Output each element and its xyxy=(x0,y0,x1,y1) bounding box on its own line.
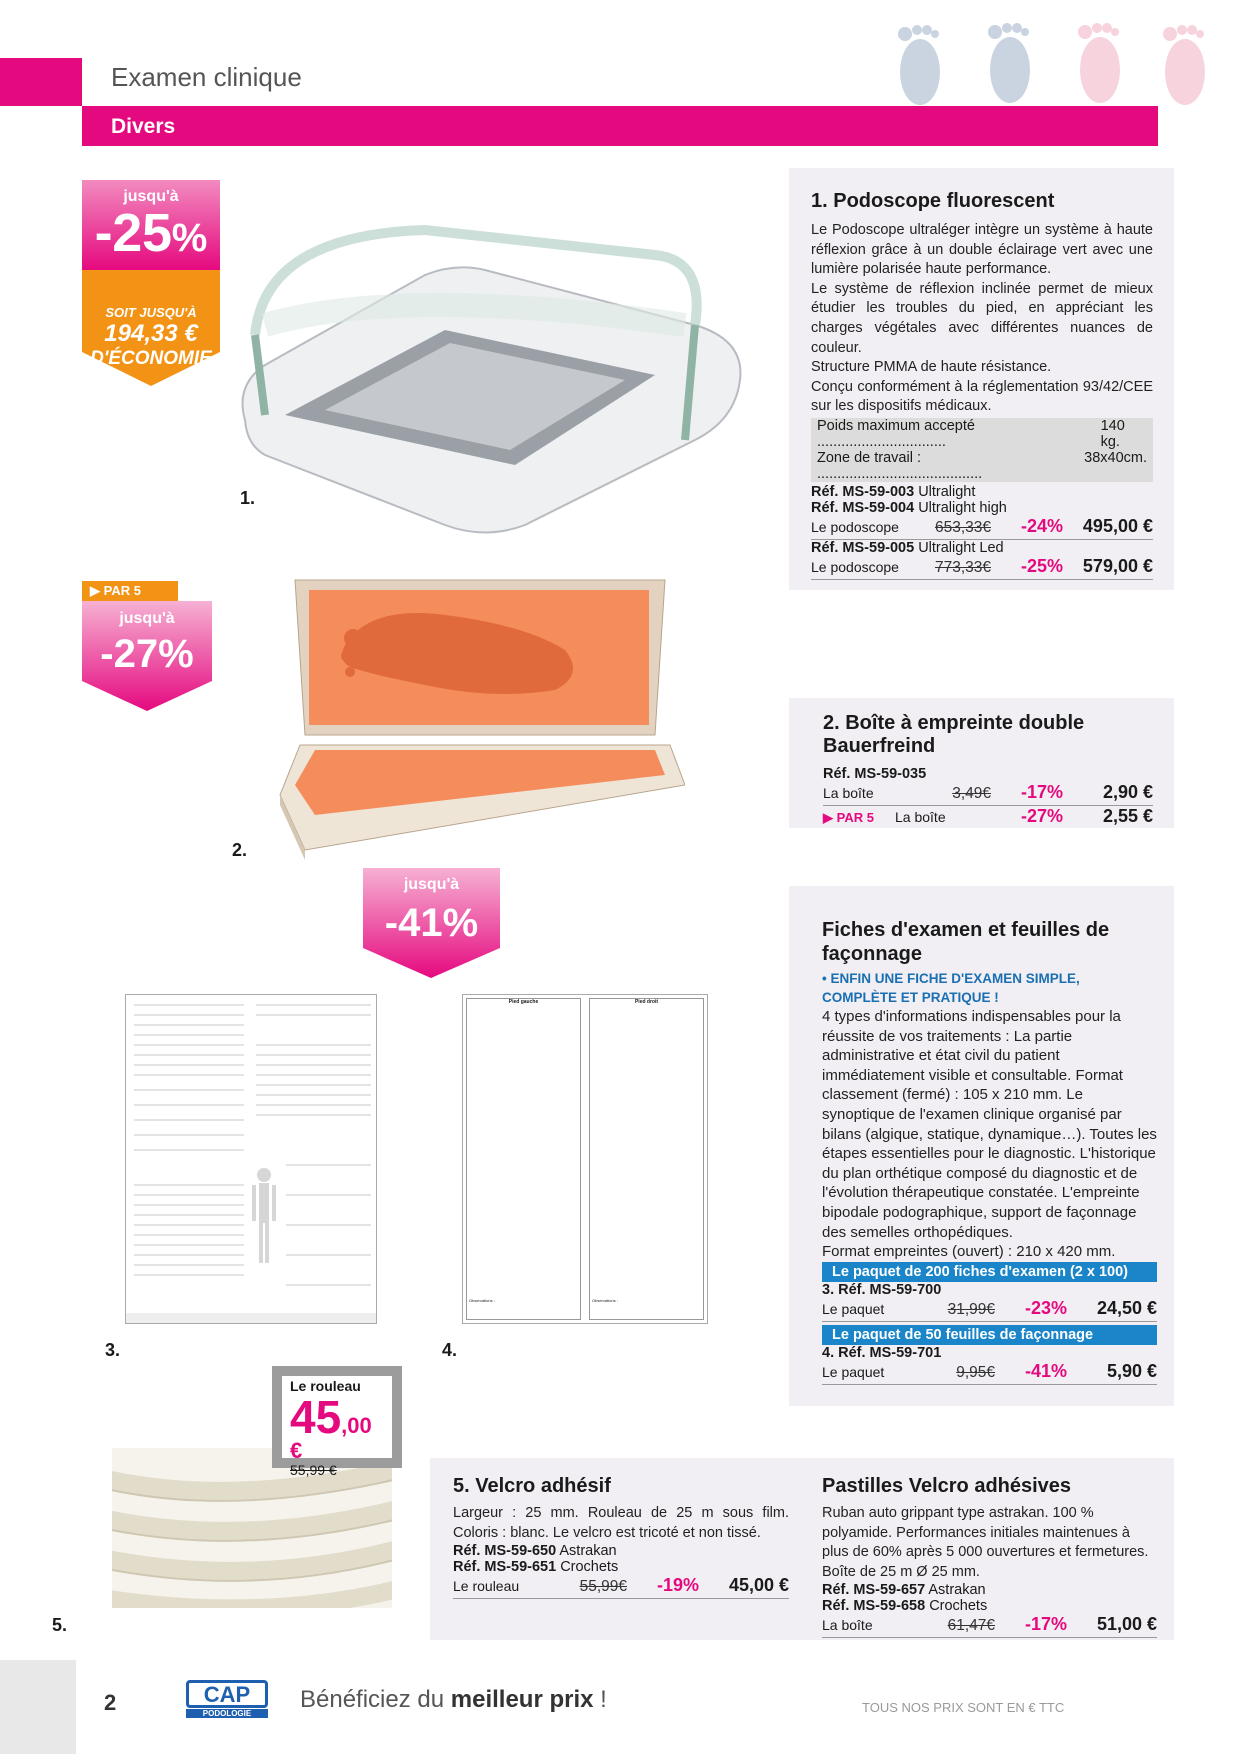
badge-upto: jusqu'à xyxy=(119,610,175,627)
left-foot-title: Pied gauche xyxy=(508,999,539,1005)
image-number-4: 4. xyxy=(442,1340,458,1360)
podoscope-image xyxy=(225,215,755,535)
category-bar xyxy=(82,106,1158,146)
price-row: La boîte 3,49€ -17% 2,90 € xyxy=(823,782,1153,806)
product-panel-podoscope xyxy=(789,168,1174,590)
footprints-decoration-icon xyxy=(865,10,1240,110)
badge-percent: -27% xyxy=(100,632,194,676)
badge-upto: jusqu'à xyxy=(403,876,460,893)
product-title: 2. Boîte à empreinte double Bauerfreind xyxy=(823,712,1085,757)
ref-line: Réf. MS-59-005 Ultralight Led xyxy=(811,539,1004,556)
product-desc-4: Conçu conformément à la réglementation 93/42/CEE sur les dispositifs médicaux. xyxy=(811,378,1153,415)
exam-sheet-lines xyxy=(126,995,376,1323)
right-foot-sheet xyxy=(589,998,704,1320)
pack-bar-200: Le paquet de 200 fiches d'examen (2 x 100) xyxy=(822,1262,1157,1282)
section-title: Examen clinique xyxy=(111,62,302,92)
ref-line: Réf. MS-59-657 Astrakan xyxy=(822,1582,986,1599)
header-pink-tab xyxy=(0,58,82,106)
par5-tag: ▶ PAR 5 xyxy=(82,581,178,601)
ref-line: Réf. MS-59-650 Astrakan xyxy=(453,1543,617,1560)
product-title-line-1: Fiches d'examen et feuilles de xyxy=(822,919,1110,941)
shaping-sheet-image xyxy=(462,994,708,1324)
discount-badge-3 xyxy=(363,876,500,944)
roll-price: 45,00 € xyxy=(290,1391,372,1463)
product-title: 1. Podoscope fluorescent xyxy=(811,190,1055,212)
savings-line3: D'ÉCONOMIE xyxy=(90,348,212,369)
price-row: Le paquet 31,99€ -23% 24,50 € xyxy=(822,1298,1157,1322)
exam-sheet-image xyxy=(125,994,377,1324)
product-title: 5. Velcro adhésif xyxy=(453,1475,611,1497)
product-title: Pastilles Velcro adhésives xyxy=(822,1475,1072,1497)
ref-line: 4. Réf. MS-59-701 xyxy=(822,1344,942,1361)
spec-row-weight: Poids maximum accepté ................................ 140 kg. xyxy=(811,418,1153,450)
discount-badge-1 xyxy=(82,180,220,270)
product-title-line-2: façonnage xyxy=(822,943,923,965)
image-number-5: 5. xyxy=(52,1615,68,1635)
footer-slogan: Bénéficiez du meilleur prix ! xyxy=(300,1686,607,1713)
logo-text: CAP xyxy=(186,1680,268,1708)
savings-line1: SOIT JUSQU'À xyxy=(105,305,197,320)
ref-line: Réf. MS-59-651 Crochets xyxy=(453,1559,619,1576)
product-panel-impression-box xyxy=(789,698,1174,828)
product-desc-3: Structure PMMA de haute résistance. xyxy=(811,359,1052,376)
savings-amount: 194,33 € xyxy=(104,320,198,347)
image-number-3: 3. xyxy=(105,1340,121,1360)
image-number-1: 1. xyxy=(240,488,256,508)
price-row: Le paquet 9,95€ -41% 5,90 € xyxy=(822,1361,1157,1385)
page-number: 2 xyxy=(104,1690,117,1715)
footer-ttc-note: TOUS NOS PRIX SONT EN € TTC xyxy=(862,1700,1065,1715)
roll-price-sticker xyxy=(272,1366,402,1478)
ref-line: Réf. MS-59-003 Ultralight xyxy=(811,483,976,500)
ref-line: Réf. MS-59-035 xyxy=(823,766,927,782)
product-desc: Ruban auto grippant type astrakan. 100 % polyamide. Performances initiales maintenues à plus de 60% après 5 000 ouvertures et fermetures. Boîte de 25 m Ø 25 mm. xyxy=(822,1505,1149,1580)
left-obs-label: Observations : xyxy=(469,1298,495,1303)
image-number-2: 2. xyxy=(232,840,248,860)
badge-upto: jusqu'à xyxy=(123,188,179,205)
pack-bar-50: Le paquet de 50 feuilles de façonnage xyxy=(822,1325,1157,1345)
savings-badge-text xyxy=(82,305,220,370)
badge-percent: -41% xyxy=(384,901,479,945)
footer-gray-tab xyxy=(0,1660,76,1754)
price-row: Le rouleau 55,99€ -19% 45,00 € xyxy=(453,1575,789,1599)
right-foot-title: Pied droit xyxy=(634,999,659,1005)
badge-percent: -25% xyxy=(94,203,208,263)
price-row-par5: ▶ PAR 5 La boîte -27% 2,55 € xyxy=(823,806,1153,826)
price-row: Le podoscope 653,33€ -24% 495,00 € xyxy=(811,516,1153,540)
roll-label: Le rouleau xyxy=(290,1378,361,1394)
discount-badge-2 xyxy=(82,610,212,676)
product-desc-2: Format empreintes (ouvert) : 210 x 420 mm. xyxy=(822,1243,1116,1261)
spec-row-zone: Zone de travail : ......................................... 38x40cm. xyxy=(811,450,1153,482)
ref-line: Réf. MS-59-004 Ultralight high xyxy=(811,499,1007,516)
ref-line: 3. Réf. MS-59-700 xyxy=(822,1281,942,1298)
pastilles-product xyxy=(822,1475,1157,1638)
product-desc-2: Le système de réflexion inclinée permet de mieux étudier les troubles du pied, en appréciant les charges végétales avec différentes nuances de couleur. xyxy=(811,280,1153,356)
cap-logo xyxy=(186,1680,268,1720)
right-obs-label: Observations : xyxy=(592,1298,618,1303)
impression-box-image xyxy=(275,570,685,860)
roll-old-price: 55,99 € xyxy=(290,1462,337,1478)
product-desc-1: Le Podoscope ultraléger intègre un système à haute réflexion grâce à un double éclairage vert avec une lumière polarisée haute performance. xyxy=(811,222,1153,278)
product-panel-exam-sheets xyxy=(789,886,1174,1406)
price-row: Le podoscope 773,33€ -25% 579,00 € xyxy=(811,556,1153,580)
ref-line: Réf. MS-59-658 Crochets xyxy=(822,1598,988,1615)
logo-subtext: PODOLOGIE xyxy=(186,1709,268,1718)
left-foot-sheet xyxy=(466,998,581,1320)
product-desc: Largeur : 25 mm. Rouleau de 25 m sous film. Coloris : blanc. Le velcro est tricoté et non tissé. xyxy=(453,1505,789,1541)
category-title: Divers xyxy=(111,115,176,138)
product-highlight: • ENFIN UNE FICHE D'EXAMEN SIMPLE, COMPLÈTE ET PRATIQUE ! xyxy=(822,971,1080,1005)
price-row: La boîte 61,47€ -17% 51,00 € xyxy=(822,1614,1157,1638)
product-desc-1: 4 types d'informations indispensables pour la réussite de vos traitements : La partie administrative et état civil du patient immédiatement visible et consultable. Format classement (fermé) : 105 x 210 mm. Le synoptique de l'examen clinique organisé par bilans (algique, statique, dynamique…). Toutes les étapes essentielles pour le diagnostic. L'historique du plan orthétique composé du diagnostic et de l'évolution thérapeutique constatée. L'empreinte bipodale podographique, support de façonnage des semelles orthopédiques. xyxy=(822,1008,1157,1241)
velcro-product xyxy=(453,1475,789,1599)
